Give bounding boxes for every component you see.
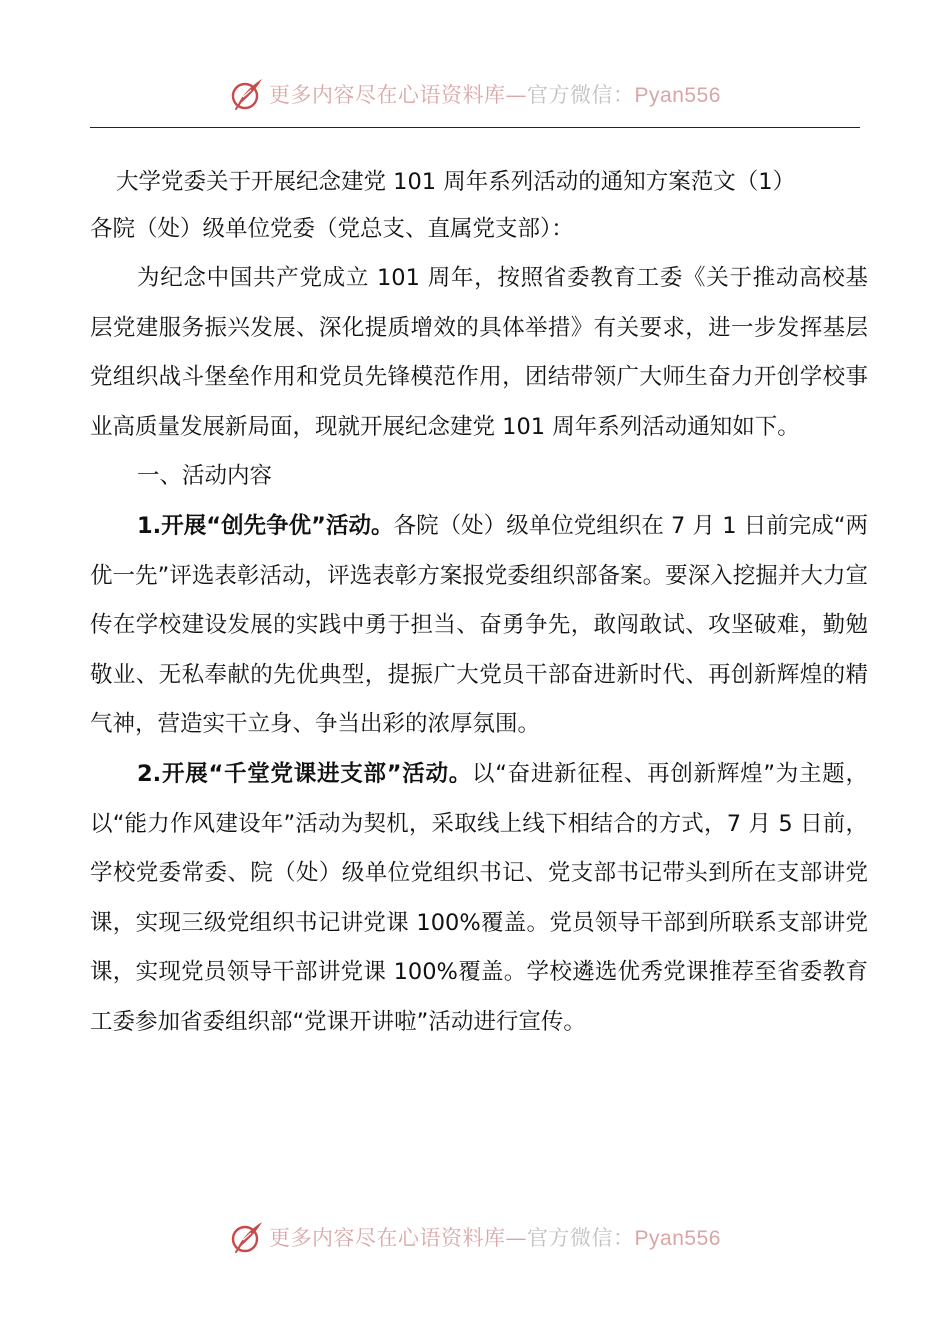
watermark-text: [269, 1222, 721, 1252]
document-body: [90, 160, 868, 1048]
quill-pen-icon: [229, 76, 265, 112]
watermark-wechat-id: Pyan556: [634, 84, 721, 107]
watermark-wechat-label: 官方微信：: [527, 1226, 635, 1250]
watermark-slogan: 更多内容尽在心语资料库: [269, 1226, 506, 1250]
header-divider: [90, 127, 860, 128]
watermark-dash: —: [505, 83, 528, 107]
quill-pen-icon: [229, 1219, 265, 1255]
watermark-dash: —: [505, 1226, 528, 1250]
item-2-body: 以“奋进新征程、再创新辉煌”为主题，以“能力作风建设年”活动为契机，采取线上线下相结合的方式，7 月 5 日前，学校党委常委、院（处）级单位党组织书记、党支部书记带头到所在支部讲党课，实现三级党组织书记讲党课 100%覆盖。党员领导干部到所联系支部讲党课，实现党员领导干部讲党课 100%覆盖。学校遴选优秀党课推荐至省委教育工委参加省委组织部“党课开讲啦”活动进行宣传。: [90, 760, 868, 1035]
footer-watermark: [0, 1215, 950, 1259]
watermark-text: [269, 79, 721, 109]
document-title: 大学党委关于开展纪念建党 101 周年系列活动的通知方案范文（1）: [116, 169, 796, 195]
intro-paragraph: 为纪念中国共产党成立 101 周年，按照省委教育工委《关于推动高校基层党建服务振兴发展、深化提质增效的具体举措》有关要求，进一步发挥基层党组织战斗堡垒作用和党员先锋模范作用，团结带领广大师生奋力开创学校事业高质量发展新局面，现就开展纪念建党 101 周年系列活动通知如下。: [90, 265, 868, 440]
item-1-body: 各院（处）级单位党组织在 7 月 1 日前完成“两优一先”评选表彰活动，评选表彰方案报党委组织部备案。要深入挖掘并大力宣传在学校建设发展的实践中勇于担当、奋勇争先，敢闯敢试、攻坚破难，勤勉敬业、无私奉献的先优典型，提振广大党员干部奋进新时代、再创新辉煌的精气神，营造实干立身、争当出彩的浓厚氛围。: [90, 512, 868, 738]
salutation: 各院（处）级单位党委（党总支、直属党支部）：: [90, 216, 574, 242]
watermark-slogan: 更多内容尽在心语资料库: [269, 83, 506, 107]
watermark-wechat-id: Pyan556: [634, 1227, 721, 1250]
header-watermark: [0, 72, 950, 116]
item-1-lead: 1.开展“创先争优”活动。: [137, 512, 394, 539]
item-2-lead: 2.开展“千堂党课进支部”活动。: [137, 760, 472, 787]
watermark-wechat-label: 官方微信：: [527, 83, 635, 107]
item-2-paragraph: [90, 750, 868, 1048]
section-heading-1: 一、活动内容: [137, 463, 273, 490]
item-1-paragraph: [90, 502, 868, 750]
